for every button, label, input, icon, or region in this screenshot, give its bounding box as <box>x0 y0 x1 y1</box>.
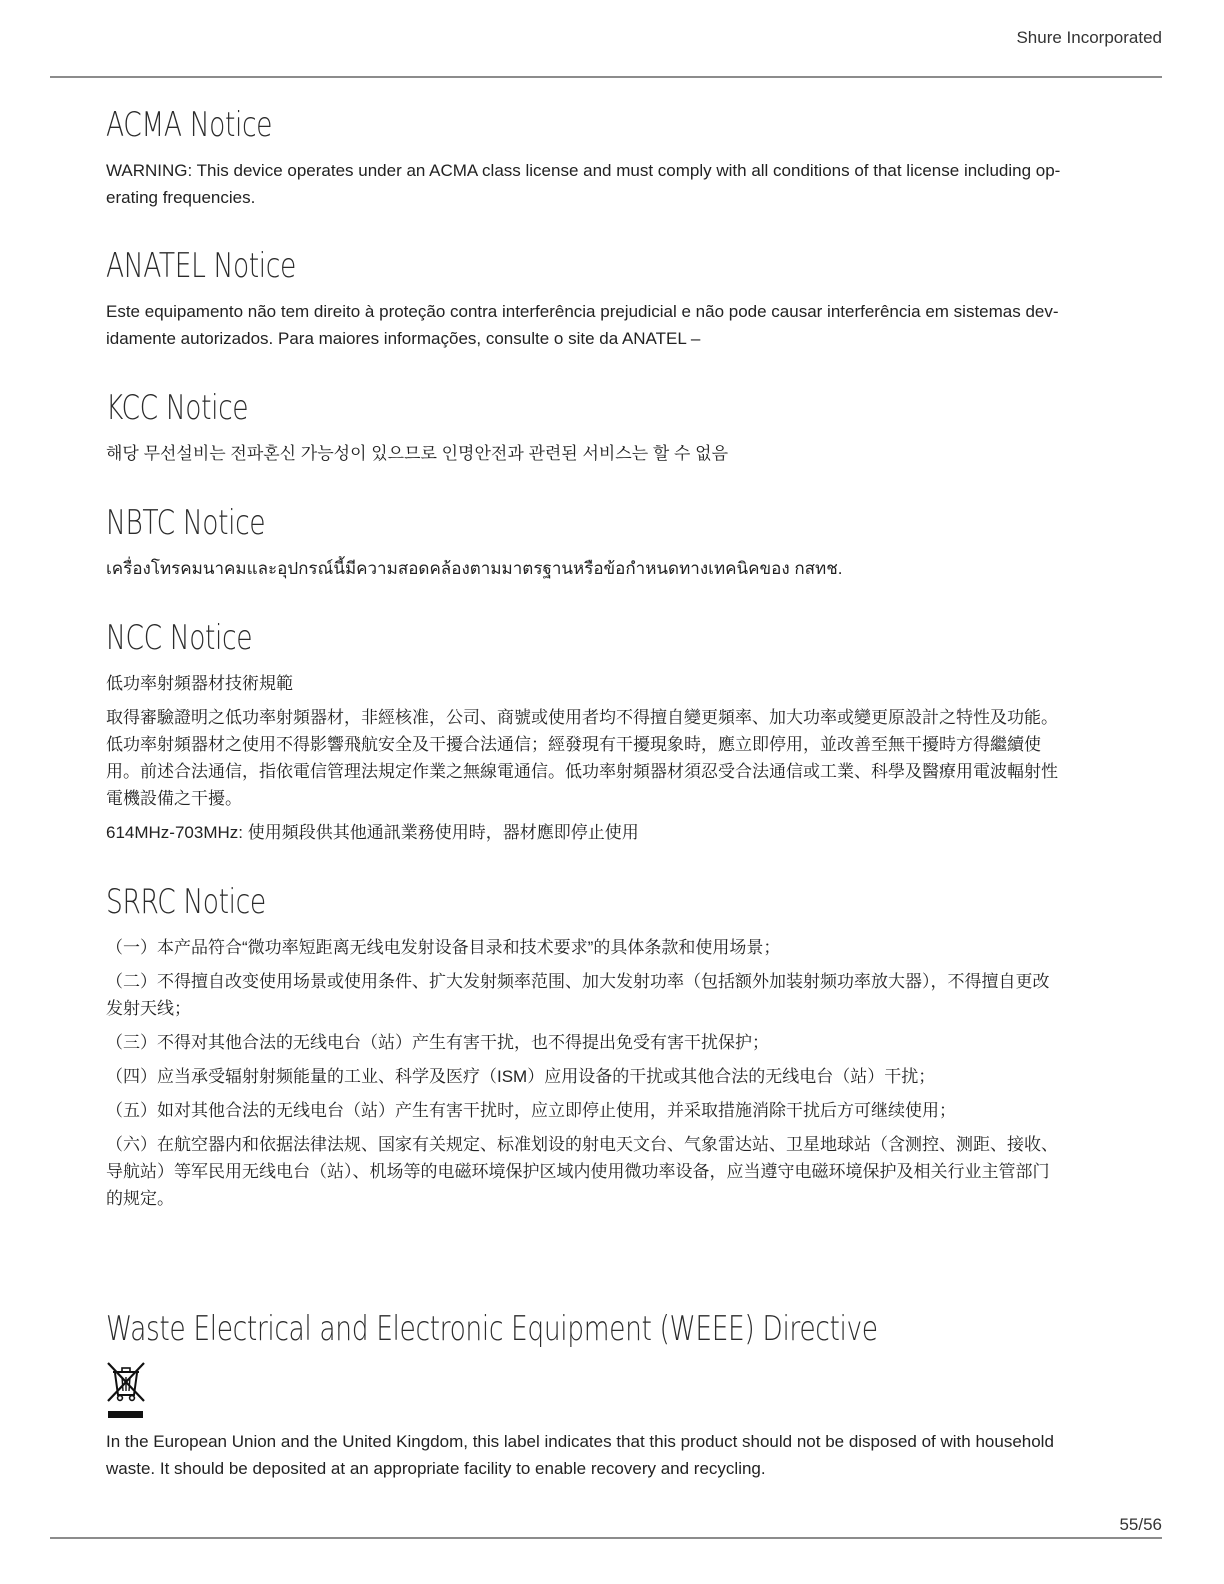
acma-heading: ACMA Notice <box>106 105 273 145</box>
srrc-item: 的规定。 <box>106 1189 174 1208</box>
srrc-item: （二）不得擅自改变使用场景或使用条件、扩大发射频率范围、加大发射功率（包括额外加装射频功率放大器），不得擅自更改 <box>106 972 1050 991</box>
weee-text-line: In the European Union and the United Kingdom, this label indicates that this product should not be disposed of with household <box>106 1432 1054 1451</box>
anatel-text-line: Este equipamento não tem direito à proteção contra interferência prejudicial e não pode causar interferência em sistemas dev- <box>106 302 1059 321</box>
ncc-paragraph-line: 電機設備之干擾。 <box>106 789 242 808</box>
srrc-item: （一）本产品符合“微功率短距离无线电发射设备目录和技术要求”的具体条款和使用场景； <box>106 938 781 957</box>
footer-divider <box>50 1537 1162 1539</box>
ncc-section <box>106 618 1106 846</box>
srrc-item: （五）如对其他合法的无线电台（站）产生有害干扰时，应立即停止使用，并采取措施消除干扰后方可继续使用； <box>106 1101 956 1120</box>
anatel-text-line: idamente autorizados. Para maiores informações, consulte o site da ANATEL – <box>106 329 701 348</box>
srrc-item: （三）不得对其他合法的无线电台（站）产生有害干扰，也不得提出免受有害干扰保护； <box>106 1033 769 1052</box>
header-divider <box>50 76 1162 78</box>
srrc-item: 发射天线； <box>106 999 191 1018</box>
anatel-section <box>106 246 1106 352</box>
weee-section <box>106 1309 1106 1478</box>
acma-text-line: WARNING: This device operates under an ACMA class license and must comply with all conditions of that license including op- <box>106 161 1061 180</box>
nbtc-text: เครื่องโทรคมนาคมและอุปกรณ์นี้มีความสอดคล้องตามมาตรฐานหรือข้อกำหนดทางเทคนิคของ กสทช. <box>106 559 843 578</box>
ncc-heading: NCC Notice <box>106 618 253 658</box>
srrc-item: （四）应当承受辐射射频能量的工业、科学及医疗（ISM）应用设备的干扰或其他合法的无线电台（站）干扰； <box>106 1067 936 1086</box>
crossed-out-wheelie-bin-icon <box>106 1361 146 1421</box>
anatel-heading: ANATEL Notice <box>106 246 296 286</box>
weee-text-line: waste. It should be deposited at an appropriate facility to enable recovery and recycling. <box>106 1459 766 1478</box>
ncc-paragraph-line: 低功率射頻器材之使用不得影響飛航安全及干擾合法通信；經發現有干擾現象時，應立即停用，並改善至無干擾時方得繼續使 <box>106 735 1041 754</box>
weee-heading: Waste Electrical and Electronic Equipment (WEEE) Directive <box>106 1309 878 1349</box>
header-company-name: Shure Incorporated <box>1016 28 1162 47</box>
nbtc-heading: NBTC Notice <box>106 503 266 543</box>
srrc-item: 导航站）等军民用无线电台（站）、机场等的电磁环境保护区域内使用微功率设备，应当遵守电磁环境保护及相关行业主管部门 <box>106 1162 1050 1181</box>
srrc-section <box>106 882 1106 1212</box>
srrc-heading: SRRC Notice <box>106 882 266 922</box>
nbtc-section <box>106 503 1106 582</box>
page-number: 55/56 <box>1119 1515 1162 1534</box>
acma-section <box>106 105 1106 211</box>
ncc-subtitle: 低功率射頻器材技術規範 <box>106 674 293 693</box>
kcc-heading: KCC Notice <box>106 388 249 428</box>
ncc-paragraph-line: 用。前述合法通信，指依電信管理法規定作業之無線電通信。低功率射頻器材須忍受合法通信或工業、科學及醫療用電波輻射性 <box>106 762 1058 781</box>
acma-text-line: erating frequencies. <box>106 188 256 207</box>
kcc-section <box>106 388 1106 467</box>
srrc-item: （六）在航空器内和依据法律法规、国家有关规定、标准划设的射电天文台、气象雷达站、卫星地球站（含测控、测距、接收、 <box>106 1135 1058 1154</box>
kcc-text: 해당 무선설비는 전파혼신 가능성이 있으므로 인명안전과 관련된 서비스는 할 수 없음 <box>106 444 729 463</box>
ncc-frequency-note: 614MHz-703MHz: 使用頻段供其他通訊業務使用時，器材應即停止使用 <box>106 823 639 842</box>
ncc-paragraph-line: 取得審驗證明之低功率射頻器材，非經核准，公司、商號或使用者均不得擅自變更頻率、加大功率或變更原設計之特性及功能。 <box>106 708 1058 727</box>
